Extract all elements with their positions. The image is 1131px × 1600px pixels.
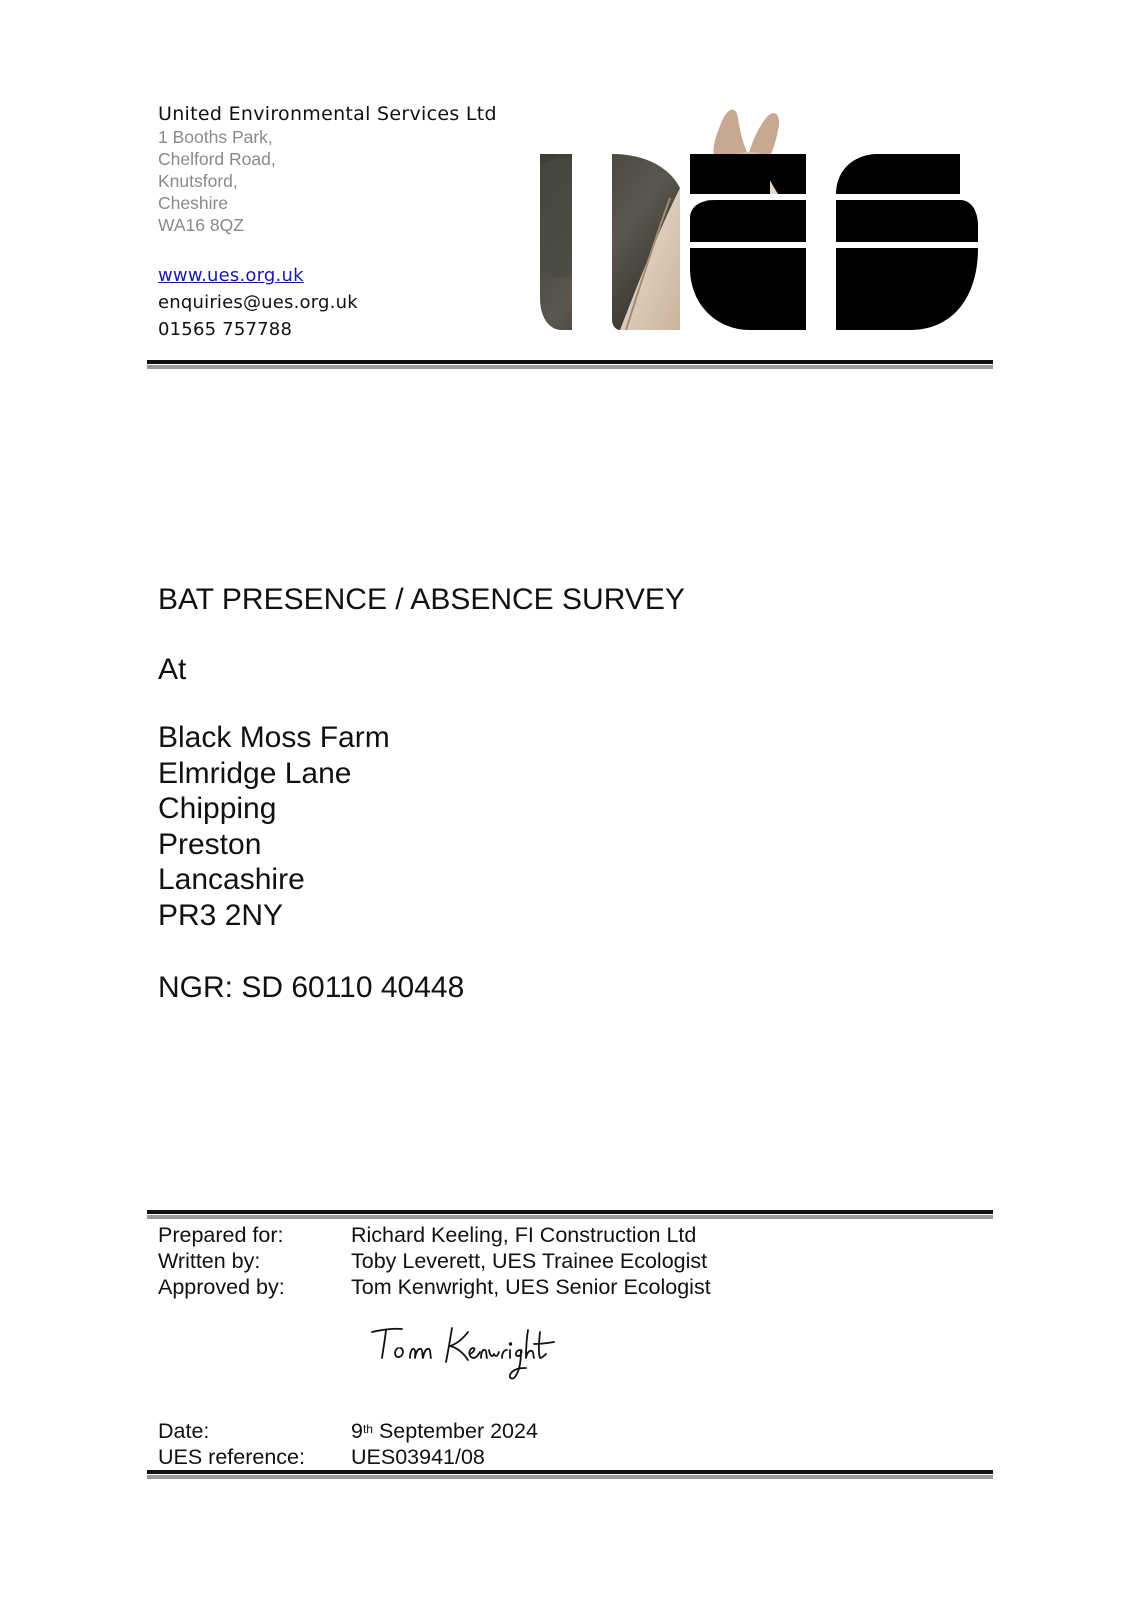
reference-value: UES03941/08 bbox=[351, 1445, 485, 1469]
approved-by-label: Approved by: bbox=[158, 1275, 285, 1299]
reference-label: UES reference: bbox=[158, 1445, 305, 1469]
date-day: 9 bbox=[351, 1419, 363, 1443]
address-line: 1 Booths Park, bbox=[158, 127, 273, 147]
meta-divider bbox=[147, 1210, 993, 1219]
site-address bbox=[158, 720, 390, 933]
address-line: Knutsford, bbox=[158, 171, 238, 191]
authorship-block bbox=[158, 1222, 711, 1300]
ues-logo bbox=[540, 108, 988, 330]
website-link[interactable]: www.ues.org.uk bbox=[158, 265, 304, 286]
written-by-label: Written by: bbox=[158, 1249, 261, 1273]
site-address-line: Lancashire bbox=[158, 863, 305, 896]
date-suffix: th bbox=[362, 1422, 373, 1436]
site-address-line: PR3 2NY bbox=[158, 898, 284, 932]
prepared-for-value: Richard Keeling, FI Construction Ltd bbox=[351, 1223, 697, 1247]
written-by-row bbox=[158, 1248, 711, 1274]
reference-row bbox=[158, 1444, 538, 1470]
address-line: Chelford Road, bbox=[158, 149, 276, 169]
email-text: enquiries@ues.org.uk bbox=[158, 292, 358, 313]
approved-by-value: Tom Kenwright, UES Senior Ecologist bbox=[351, 1275, 711, 1299]
footer-divider bbox=[147, 1470, 993, 1479]
prepared-for-row bbox=[158, 1222, 711, 1248]
address-line: Cheshire bbox=[158, 193, 229, 213]
report-title: BAT PRESENCE / ABSENCE SURVEY bbox=[158, 583, 685, 616]
site-address-line: Chipping bbox=[158, 792, 277, 825]
site-address-line: Elmridge Lane bbox=[158, 756, 352, 790]
date-rest: September 2024 bbox=[372, 1419, 538, 1443]
written-by-value: Toby Leverett, UES Trainee Ecologist bbox=[351, 1249, 708, 1273]
date-value bbox=[351, 1418, 538, 1444]
date-label: Date: bbox=[158, 1419, 210, 1443]
address-line: WA16 8QZ bbox=[158, 215, 244, 235]
header-divider bbox=[147, 360, 993, 369]
phone-text: 01565 757788 bbox=[158, 319, 293, 340]
company-name: United Environmental Services Ltd bbox=[158, 103, 497, 125]
at-label: At bbox=[158, 653, 187, 686]
grid-reference: NGR: SD 60110 40448 bbox=[158, 971, 465, 1004]
date-block bbox=[158, 1418, 538, 1470]
signature bbox=[368, 1322, 598, 1386]
date-row bbox=[158, 1418, 538, 1444]
approved-by-row bbox=[158, 1274, 711, 1300]
site-address-line: Preston bbox=[158, 827, 262, 861]
site-address-line: Black Moss Farm bbox=[158, 721, 390, 754]
company-info bbox=[158, 102, 538, 343]
prepared-for-label: Prepared for: bbox=[158, 1223, 284, 1247]
